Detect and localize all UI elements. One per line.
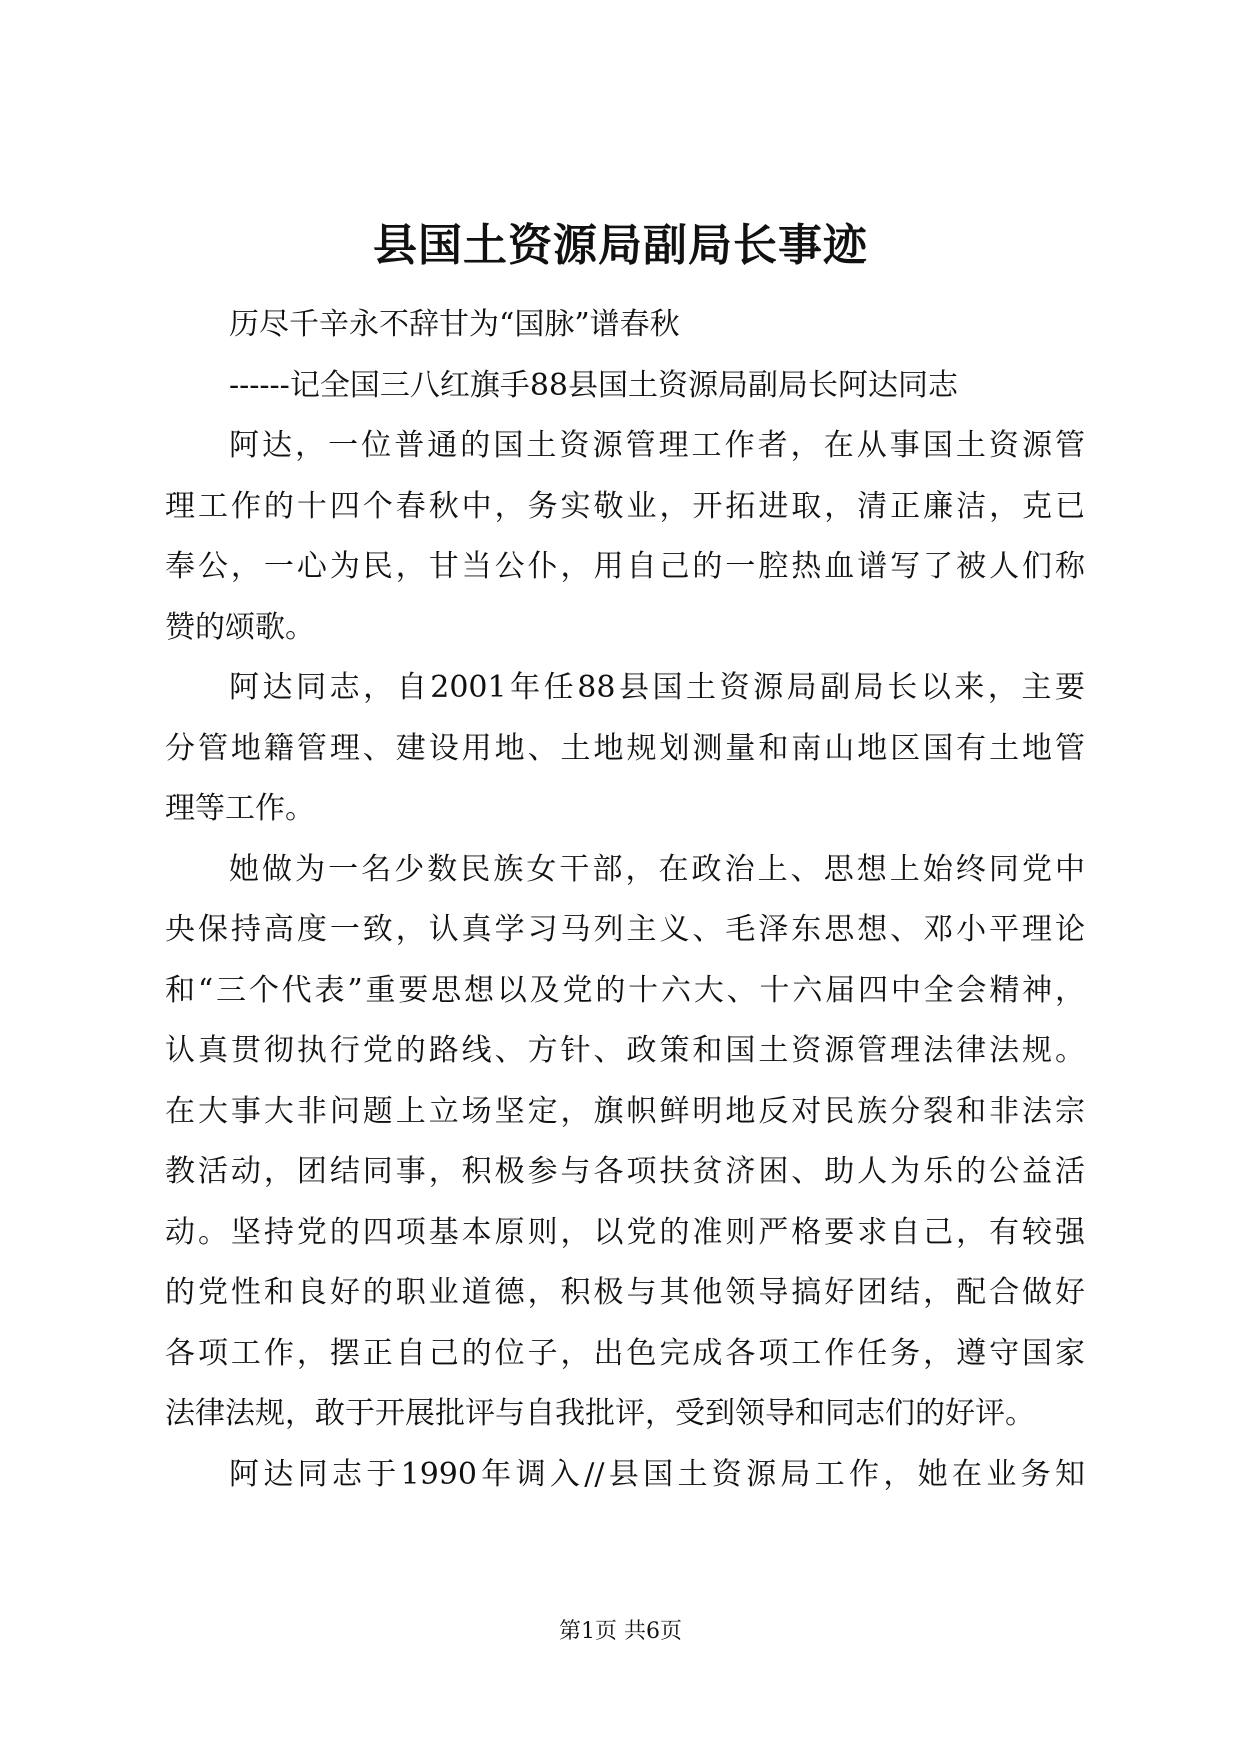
- paragraph-1-line: 阿达，一位普通的国土资源管理工作者，在从事国土资源管: [229, 428, 1085, 463]
- paragraph-3-line: 在大事大非问题上立场坚定，旗帜鲜明地反对民族分裂和非法宗: [165, 1093, 1085, 1129]
- paragraph-3-line: 认真贯彻执行党的路线、方针、政策和国土资源管理法律法规。: [165, 1033, 1085, 1068]
- paragraph-2-line: 分管地籍管理、建设用地、土地规划测量和南山地区国有土地管: [165, 730, 1085, 766]
- paragraph-3-line: 央保持高度一致，认真学习马列主义、毛泽东思想、邓小平理论: [165, 912, 1085, 947]
- subtitle-line: 历尽千辛永不辞甘为“国脉”谱春秋: [229, 307, 680, 342]
- paragraph-3-line: 她做为一名少数民族女干部，在政治上、思想上始终同党中: [229, 851, 1085, 887]
- paragraph-3-line: 和“三个代表”重要思想以及党的十六大、十六届四中全会精神，: [165, 972, 1085, 1008]
- paragraph-3-line: 教活动，团结同事，积极参与各项扶贫济困、助人为乐的公益活: [165, 1154, 1085, 1189]
- paragraph-2-line: 阿达同志，自2001年任88县国土资源局副局长以来，主要: [229, 670, 1085, 705]
- paragraph-3-line: 各项工作，摆正自己的位子，出色完成各项工作任务，遵守国家: [165, 1335, 1085, 1371]
- paragraph-1-line: 赞的颂歌。: [165, 609, 315, 645]
- document-body: [165, 295, 1085, 1505]
- page-indicator: 第1页 共6页: [559, 1619, 682, 1644]
- paragraph-1-line: 理工作的十四个春秋中，务实敬业，开拓进取，清正廉洁，克已: [165, 488, 1085, 524]
- paragraph-3-line: 法律法规，敢于开展批评与自我批评，受到领导和同志们的好评。: [165, 1396, 1035, 1431]
- paragraph-3-line: 动。坚持党的四项基本原则，以党的准则严格要求自己，有较强: [165, 1214, 1085, 1250]
- paragraph-1-line: 奉公，一心为民，甘当公仆，用自己的一腔热血谱写了被人们称: [165, 549, 1085, 584]
- dedication-line: ------记全国三八红旗手88县国土资源局副局长阿达同志: [229, 367, 958, 403]
- paragraph-3-line: 的党性和良好的职业道德，积极与其他领导搞好团结，配合做好: [165, 1275, 1085, 1310]
- document-title: 县国土资源局副局长事迹: [373, 220, 868, 271]
- paragraph-2-line: 理等工作。: [165, 791, 315, 826]
- paragraph-4-line: 阿达同志于1990年调入//县国土资源局工作，她在业务知: [229, 1456, 1085, 1492]
